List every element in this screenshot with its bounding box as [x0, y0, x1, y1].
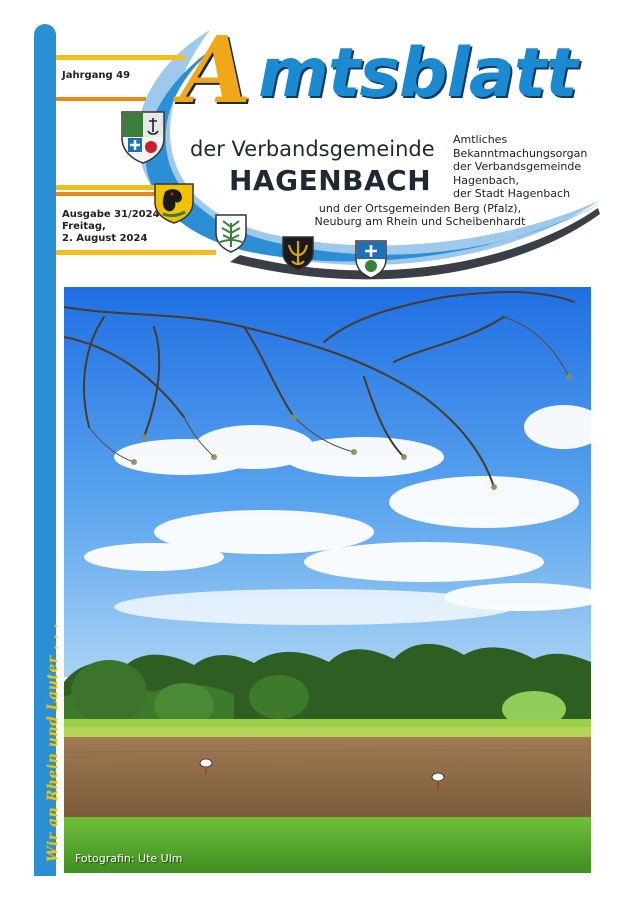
official-notice [453, 133, 587, 201]
photo-credit: Fotografin: Ute Ulm [75, 852, 183, 865]
crest-verbandsgemeinde-icon [120, 110, 166, 164]
crest-berg-icon [214, 213, 248, 253]
towns-notice [300, 202, 540, 228]
accent-line-orange-top [56, 97, 146, 101]
official-line: Bekanntmachungsorgan [453, 146, 588, 160]
issue-date: 2. August 2024 [62, 233, 148, 244]
crest-neuburg-icon [281, 235, 315, 271]
official-line: Amtliches [453, 133, 508, 146]
accent-line-orange-mid [56, 192, 156, 196]
subtitle: der Verbandsgemeinde [190, 137, 435, 161]
towns-line: und der Ortsgemeinden Berg (Pfalz), [318, 202, 522, 215]
crest-scheibenhardt-icon [354, 239, 388, 279]
issue-info [62, 209, 160, 245]
landscape-image [64, 287, 591, 873]
official-line: Hagenbach, [453, 173, 519, 187]
title-initial: A [180, 16, 252, 124]
accent-line-yellow-bottom [56, 250, 216, 255]
official-line: der Stadt Hagenbach [453, 187, 571, 200]
side-slogan: Wir an Rhein und Lauter . . . [45, 623, 61, 862]
city-name: HAGENBACH [229, 164, 432, 197]
official-line: der Verbandsgemeinde [453, 160, 582, 173]
crest-hagenbach-icon [153, 182, 195, 224]
issue-weekday: Freitag, [62, 221, 106, 232]
volume-label: Jahrgang 49 [62, 70, 131, 81]
accent-line-yellow-mid [56, 185, 156, 190]
title-rest: mtsblatt [258, 34, 577, 113]
accent-line-yellow-top [56, 55, 186, 60]
towns-line: Neuburg am Rhein und Scheibenhardt [314, 215, 526, 228]
issue-number: Ausgabe 31/2024 [62, 209, 160, 220]
cover-photo [64, 287, 591, 873]
